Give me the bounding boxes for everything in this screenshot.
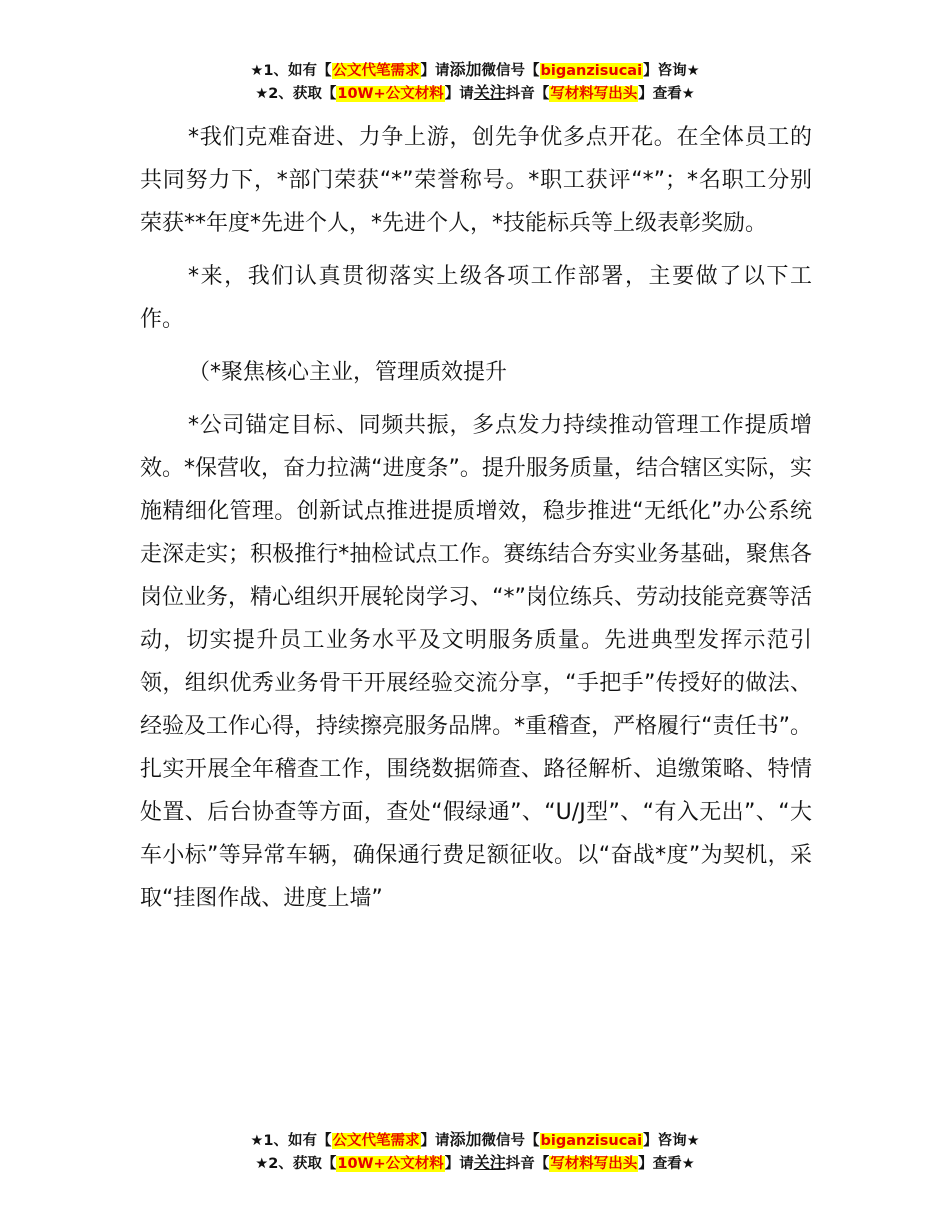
promo-text: 】请 bbox=[444, 86, 474, 102]
promo-highlight-service: 公文代笔需求 bbox=[332, 1133, 420, 1149]
promo-highlight-douyin: 写材料写出头 bbox=[550, 86, 638, 102]
promo-highlight-materials: 10W+公文材料 bbox=[337, 86, 444, 102]
promo-line-2 bbox=[0, 82, 950, 105]
promo-text: 】咨询★ bbox=[643, 1133, 700, 1149]
promo-text: ★2、获取【 bbox=[255, 1156, 337, 1172]
promo-text: 】请 bbox=[420, 1133, 450, 1149]
promo-highlight-wechat-id: biganzisucai bbox=[540, 1133, 643, 1149]
promo-highlight-douyin: 写材料写出头 bbox=[550, 1156, 638, 1172]
paragraph-management: *公司锚定目标、同频共振，多点发力持续推动管理工作提质增效。*保营收，奋力拉满“进度条”。提升服务质量，结合辖区实际，实施精细化管理。创新试点推进提质增效，稳步推进“无纸化”办公系统走深走实；积极推行*抽检试点工作。赛练结合夯实业务基础，聚焦各岗位业务，精心组织开展轮岗学习、“*”岗位练兵、劳动技能竞赛等活动，切实提升员工业务水平及文明服务质量。先进典型发挥示范引领，组织优秀业务骨干开展经验交流分享，“手把手”传授好的做法、经验及工作心得，持续擦亮服务品牌。*重稽查，严格履行“责任书”。扎实开展全年稽查工作，围绕数据筛查、路径解析、追缴策略、特情处置、后台协查等方面，查处“假绿通”、“U/J型”、“有入无出”、“大车小标”等异常车辆，确保通行费足额征收。以“奋战*度”为契机，采取“挂图作战、进度上墙” bbox=[140, 413, 812, 911]
promo-highlight-service: 公文代笔需求 bbox=[332, 63, 420, 79]
promo-highlight-wechat-id: biganzisucai bbox=[540, 63, 643, 79]
promo-emphasis-add: 添加 bbox=[449, 1130, 482, 1149]
promo-text: 】请 bbox=[444, 1156, 474, 1172]
promo-emphasis-follow: 关注 bbox=[473, 1153, 506, 1172]
promo-text: 微信号【 bbox=[481, 1133, 540, 1149]
promo-text: 微信号【 bbox=[481, 63, 540, 79]
promo-line-2 bbox=[0, 1152, 950, 1175]
section-heading: （*聚焦核心主业，管理质效提升 bbox=[188, 360, 508, 385]
paragraph-honors: *我们克难奋进、力争上游，创先争优多点开花。在全体员工的共同努力下，*部门荣获“*”荣誉称号。*职工获评“*”；*名职工分别荣获**年度*先进个人，*先进个人，*技能标兵等上级表彰奖励。 bbox=[140, 125, 812, 236]
header-promo-banner bbox=[0, 59, 950, 105]
paragraph-intro: *来，我们认真贯彻落实上级各项工作部署，主要做了以下工作。 bbox=[140, 264, 812, 332]
promo-line-1 bbox=[0, 1129, 950, 1152]
promo-line-1 bbox=[0, 59, 950, 82]
promo-text: 】咨询★ bbox=[643, 63, 700, 79]
promo-text: 】请 bbox=[420, 63, 450, 79]
promo-emphasis-add: 添加 bbox=[449, 60, 482, 79]
promo-text: ★1、如有【 bbox=[250, 1133, 332, 1149]
promo-highlight-materials: 10W+公文材料 bbox=[337, 1156, 444, 1172]
footer-promo-banner bbox=[0, 1129, 950, 1175]
promo-text: 抖音【 bbox=[505, 1156, 550, 1172]
document-body bbox=[140, 116, 812, 930]
promo-text: 抖音【 bbox=[505, 86, 550, 102]
promo-text: 】查看★ bbox=[638, 86, 695, 102]
promo-emphasis-follow: 关注 bbox=[473, 83, 506, 102]
promo-text: 】查看★ bbox=[638, 1156, 695, 1172]
promo-text: ★2、获取【 bbox=[255, 86, 337, 102]
promo-text: ★1、如有【 bbox=[250, 63, 332, 79]
